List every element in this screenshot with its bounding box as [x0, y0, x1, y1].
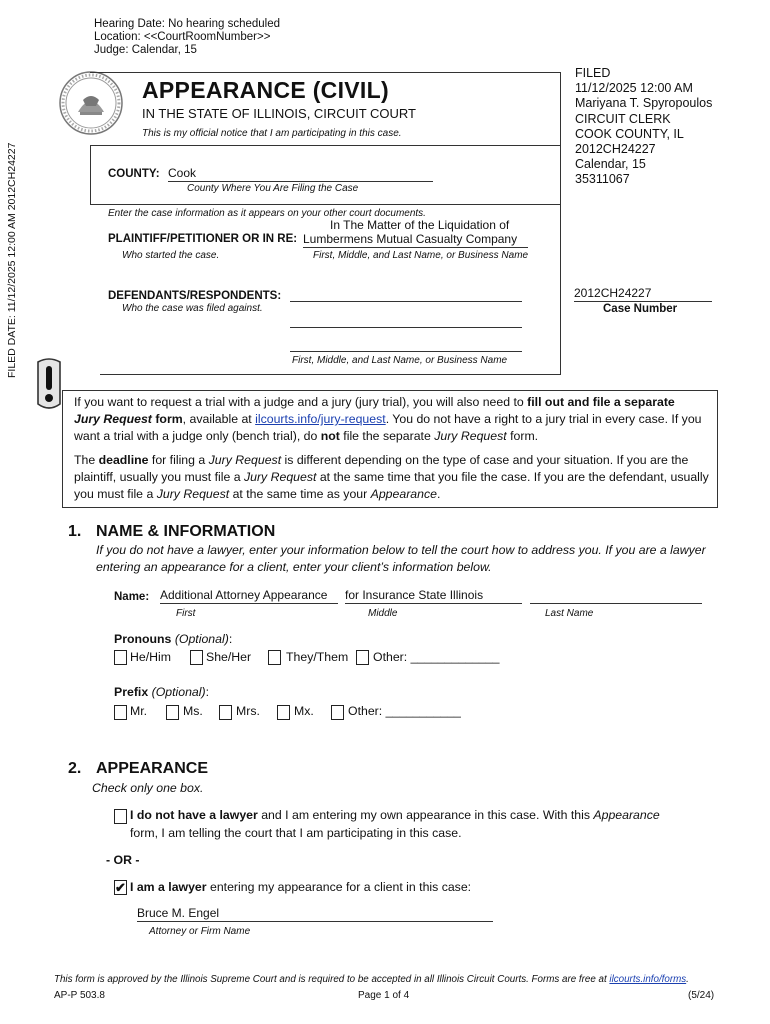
defendants-name-hint: First, Middle, and Last Name, or Business Name [292, 355, 508, 366]
first-name-value: Additional Attorney Appearance [160, 588, 328, 602]
pronoun-theythem-checkbox[interactable] [268, 650, 281, 665]
county-field[interactable] [168, 166, 433, 182]
filed-line: Mariyana T. Spyropoulos [575, 96, 713, 111]
middle-name-value: for Insurance State Illinois [345, 588, 484, 602]
prefix-mrs-label: Mrs. [236, 704, 260, 718]
first-hint: First [176, 608, 196, 619]
lawyer-checkbox[interactable] [114, 880, 127, 895]
section1-number: 1. [68, 523, 82, 540]
prefix-ms-checkbox[interactable] [166, 705, 179, 720]
filed-line: FILED [575, 66, 611, 80]
section1-title: NAME & INFORMATION [96, 523, 276, 540]
filed-line: COOK COUNTY, IL [575, 126, 684, 141]
case-number-value: 2012CH24227 [574, 286, 652, 300]
filed-stamp [575, 66, 712, 188]
form-id: AP-P 503.8 [54, 990, 105, 1001]
prefix-label: Prefix (Optional): [114, 685, 210, 699]
plaintiff-name-hint: First, Middle, and Last Name, or Business Name [313, 250, 529, 261]
prefix-mx-label: Mx. [294, 704, 314, 718]
last-name-field[interactable] [530, 588, 702, 604]
forms-link[interactable]: ilcourts.info/forms [609, 974, 687, 985]
pronoun-other-label: Other: _____________ [373, 650, 500, 664]
section1-instructions: If you do not have a lawyer, enter your information below to tell the court how to address you. If you are a lawyer entering an appearance for a client, enter your client’s information below. [96, 543, 706, 574]
section2-number: 2. [68, 760, 82, 777]
lawyer-text: I am a lawyer entering my appearance for a client in this case: [130, 880, 472, 894]
case-number-label: Case Number [603, 303, 678, 315]
pronoun-other-checkbox[interactable] [356, 650, 369, 665]
footer-note: This form is approved by the Illinois Supreme Court and is required to be accepted in all Illinois Circuit Courts. Forms are free at ilcourts.info/forms. [54, 974, 689, 985]
county-value: Cook [168, 166, 197, 180]
plaintiff-label: PLAINTIFF/PETITIONER OR IN RE: [108, 233, 298, 245]
exclamation-icon [34, 356, 64, 412]
judge: Judge: Calendar, 15 [94, 44, 197, 56]
prefix-other-checkbox[interactable] [331, 705, 344, 720]
name-label: Name: [114, 591, 150, 603]
pronouns-label: Pronouns (Optional): [114, 632, 233, 646]
defendants-hint: Who the case was filed against. [122, 303, 263, 314]
attorney-name-field[interactable] [137, 906, 493, 922]
pronoun-sheher-label: She/Her [206, 650, 252, 664]
defendant-field-2[interactable] [290, 313, 522, 328]
check-mark-icon: ✔ [115, 880, 126, 895]
prefix-mrs-checkbox[interactable] [219, 705, 232, 720]
no-lawyer-checkbox[interactable] [114, 809, 127, 824]
section2-instructions: Check only one box. [92, 781, 204, 795]
location: Location: <<CourtRoomNumber>> [94, 31, 271, 43]
prefix-other-label: Other: ___________ [348, 704, 461, 718]
no-lawyer-text-2: form, I am telling the court that I am participating in this case. [130, 826, 462, 840]
filed-line: CIRCUIT CLERK [575, 111, 671, 126]
hearing-info [94, 18, 280, 57]
defendants-label: DEFENDANTS/RESPONDENTS: [108, 290, 282, 302]
last-hint: Last Name [545, 608, 594, 619]
middle-hint: Middle [368, 608, 398, 619]
form-subtitle: IN THE STATE OF ILLINOIS, CIRCUIT COURT [142, 106, 416, 121]
filed-line: 2012CH24227 [575, 142, 656, 157]
attorney-hint: Attorney or Firm Name [149, 926, 251, 937]
form-title: APPEARANCE (CIVIL) [142, 77, 389, 103]
first-name-field[interactable] [160, 588, 338, 604]
case-info-hint: Enter the case information as it appears on your other court documents. [108, 208, 426, 219]
prefix-mr-label: Mr. [130, 704, 148, 718]
pronoun-hehim-checkbox[interactable] [114, 650, 127, 665]
defendant-field-3[interactable] [290, 337, 522, 352]
jury-paragraph-1: If you want to request a trial with a judge and a jury (jury trial), you will also need to fill out and file a separate Jury Request form, available at ilcourts.info/jury-request. You do not have a right to a jury trial in every case. If you want a trial with a judge only (bench trial), do not file the separate Jury Request form. [74, 395, 702, 443]
filed-line: 35311067 [575, 172, 630, 187]
jury-paragraph-2: The deadline for filing a Jury Request is different depending on the type of case and your situation. If you are the plaintiff, usually you must file a Jury Request at the same time that you file the case. If you are the defendant, usually you must file a Jury Request at the same time as your Appearance. [74, 453, 709, 501]
plaintiff-hint: Who started the case. [122, 250, 220, 261]
case-number-field[interactable] [574, 286, 712, 302]
page-number: Page 1 of 4 [358, 990, 410, 1001]
plaintiff-value: Lumbermens Mutual Casualty Company [303, 232, 518, 246]
plaintiff-field[interactable] [303, 232, 528, 248]
county-label: COUNTY: [108, 168, 160, 180]
hearing-date: Hearing Date: No hearing scheduled [94, 18, 281, 30]
filed-line: Calendar, 15 [575, 157, 646, 172]
jury-request-link[interactable]: ilcourts.info/jury-request [255, 412, 386, 426]
no-lawyer-text: I do not have a lawyer and I am entering my own appearance in this case. With this Appearance [130, 808, 660, 822]
county-hint: County Where You Are Filing the Case [187, 183, 359, 194]
pronoun-theythem-label: They/Them [286, 650, 349, 664]
prefix-ms-label: Ms. [183, 704, 203, 718]
prefix-mr-checkbox[interactable] [114, 705, 127, 720]
illinois-seal-icon [58, 70, 124, 136]
prefix-mx-checkbox[interactable] [277, 705, 290, 720]
defendant-field-1[interactable] [290, 287, 522, 302]
attorney-name-value: Bruce M. Engel [137, 906, 220, 920]
middle-name-field[interactable] [345, 588, 522, 604]
section2-title: APPEARANCE [96, 760, 209, 777]
plaintiff-line1: In The Matter of the Liquidation of [330, 218, 510, 232]
notice-text: This is my official notice that I am participating in this case. [142, 128, 402, 139]
or-separator: - OR - [106, 853, 140, 867]
form-version: (5/24) [688, 990, 715, 1001]
side-filed-stamp: FILED DATE: 11/12/2025 12:00 AM 2012CH24227 [6, 142, 18, 378]
filed-line: 11/12/2025 12:00 AM [575, 81, 693, 96]
pronoun-sheher-checkbox[interactable] [190, 650, 203, 665]
pronoun-hehim-label: He/Him [130, 650, 171, 664]
